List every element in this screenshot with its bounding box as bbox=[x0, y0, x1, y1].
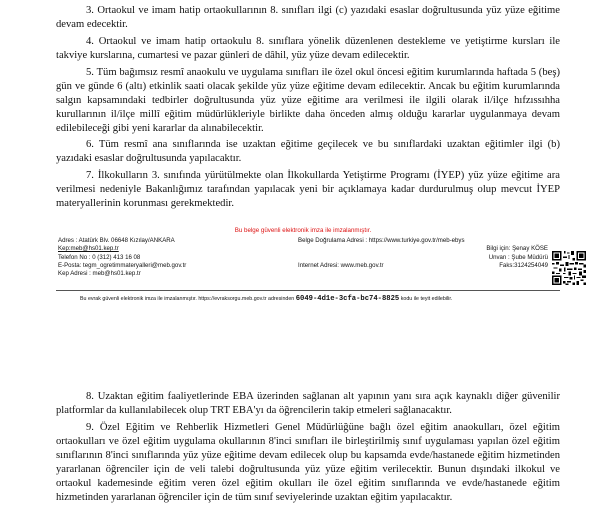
footer-divider bbox=[56, 290, 560, 291]
footer-title bbox=[489, 254, 548, 262]
footer-address: Adres : Atatürk Blv. 06648 Kızılay/ANKARA bbox=[58, 237, 175, 244]
verification-suffix: kodu ile teyit edilebilir. bbox=[400, 296, 453, 302]
footer-email[interactable]: E-Posta: tegm_ogretimmateryalleri@meb.gov.tr bbox=[58, 261, 187, 269]
paragraph-8: 8. Uzaktan eğitim faaliyetlerinde EBA üzerinden sağlanan alt yapının yanı sıra açık kaynaklı diğer güvenilir platformlar da kullanılabilecek olup TRT EBA'yı da öğrencilerin takip etmeleri sağlanacaktır. bbox=[56, 391, 560, 417]
verification-line bbox=[80, 295, 550, 303]
footer-info bbox=[486, 245, 548, 253]
paragraph-9: 9. Özel Eğitim ve Rehberlik Hizmetleri Genel Müdürlüğüne bağlı özel eğitim anaokulları, özel eğitim ortaokulları ve özel eğitim uygulama okullarının 8'inci sınıfları ile birleştirilmiş sınıf uygulaması yapılan özel eğitim sınıflarının 8'inci sınıflarında yüz yüze eğitime devam edilecek olup bu kapsamda evde/hastanede eğitim hizmetinden yararlanan öğrenciler için de veli talebi doğrultusunda yüz yüze eğitim verilecektir. Bunun dışındaki ilkokul ve ortaokul kademesinde eğitim veren özel eğitim okulları ile özel eğitim sınıflarında ve evde/hastanede eğitim hizmetinden yararlanan öğrenciler için de tüm sınıf seviyelerinde uzaktan eğitim yapılacaktır. bbox=[56, 422, 560, 504]
document-page-2 bbox=[0, 335, 606, 521]
paragraph-7: 7. İlkokulların 3. sınıfında yürütülmekte olan İlkokullarda Yetiştirme Programı (İYEP) yüz yüze eğitime ara verilmesi nedeniyle Bakanlığımız tarafından yapılacak yeni bir açıklamaya kadar durdurulmuş olup mevcut İYEP materyallerinin korunması gerekmektedir. bbox=[56, 170, 560, 210]
qr-code-icon bbox=[552, 251, 586, 285]
footer-kep-email[interactable]: Kep:meb@hs01.kep.tr bbox=[58, 245, 119, 253]
footer-title-value: Şube Müdürü bbox=[511, 253, 548, 261]
paragraph-6: 6. Tüm resmî ana sınıflarında ise uzaktan eğitime geçilecek ve bu sınıflardaki uzaktan eğitimler ilgi (b) yazıdaki esaslar doğrultusunda yapılacaktır. bbox=[56, 139, 560, 165]
footer-phone: Telefon No : 0 (312) 413 16 08 bbox=[58, 253, 141, 261]
footer-info-name: Şenay KÖSE bbox=[512, 245, 548, 253]
verification-code: 6049-4d1e-3cfa-bc74-8825 bbox=[295, 295, 400, 303]
footer-verification-info bbox=[298, 237, 548, 270]
footer-kep-address[interactable]: Kep Adresi : meb@hs01.kep.tr bbox=[58, 270, 141, 278]
footer-title-label: Unvan : bbox=[488, 253, 510, 261]
footer-fax: Faks:3124254049 bbox=[499, 261, 548, 269]
verification-prefix: Bu evrak güvenli elektronik imza ile imzalanmıştır. https://evraksorgu.meb.gov.tr adresinden bbox=[80, 296, 295, 302]
footer-contact bbox=[58, 237, 278, 278]
page-gap bbox=[0, 318, 606, 335]
paragraph-4: 4. Ortaokul ve imam hatip ortaokulu 8. sınıflara yönelik düzenlenen destekleme ve yetiştirme kursları ile takviye kurslarına, cumartesi ve pazar günleri de dâhil, yüz yüze devam edilecektir. bbox=[56, 36, 560, 62]
paragraph-5: 5. Tüm bağımsız resmî anaokulu ve uygulama sınıfları ile özel okul öncesi eğitim kurumlarında haftada 5 (beş) gün ve günde 6 (altı) etkinlik saati olacak şekilde yüz yüze eğitime devam edilecektir. Ancak bu eğitim kurumlarında salgın kapsamındaki tedbirler doğrultusunda yüz yüze eğitime ara verilmesi ile ilgili olarak il/ilçe hıfzıssıhha kurullarının il/ilçe millî eğitim müdürlükleriyle birlikte daha önceden almış olduğu kararlar uygulanmaya devam edilebileceği gibi yeni kararlar da alınabilecektir. bbox=[56, 67, 560, 135]
paragraph-3: 3. Ortaokul ve imam hatip ortaokullarının 8. sınıfları ilgi (c) yazıdaki esaslar doğrultusunda yüz yüze eğitime devam edecektir. bbox=[56, 5, 560, 31]
footer-verify-address[interactable]: Belge Doğrulama Adresi : https://www.turkiye.gov.tr/meb-ebys bbox=[298, 237, 465, 244]
signature-notice: Bu belge güvenli elektronik imza ile imzalanmıştır. bbox=[234, 227, 372, 234]
footer-internet[interactable]: Internet Adresi: www.meb.gov.tr bbox=[298, 261, 384, 269]
footer-info-label: Bilgi için: bbox=[486, 245, 511, 253]
